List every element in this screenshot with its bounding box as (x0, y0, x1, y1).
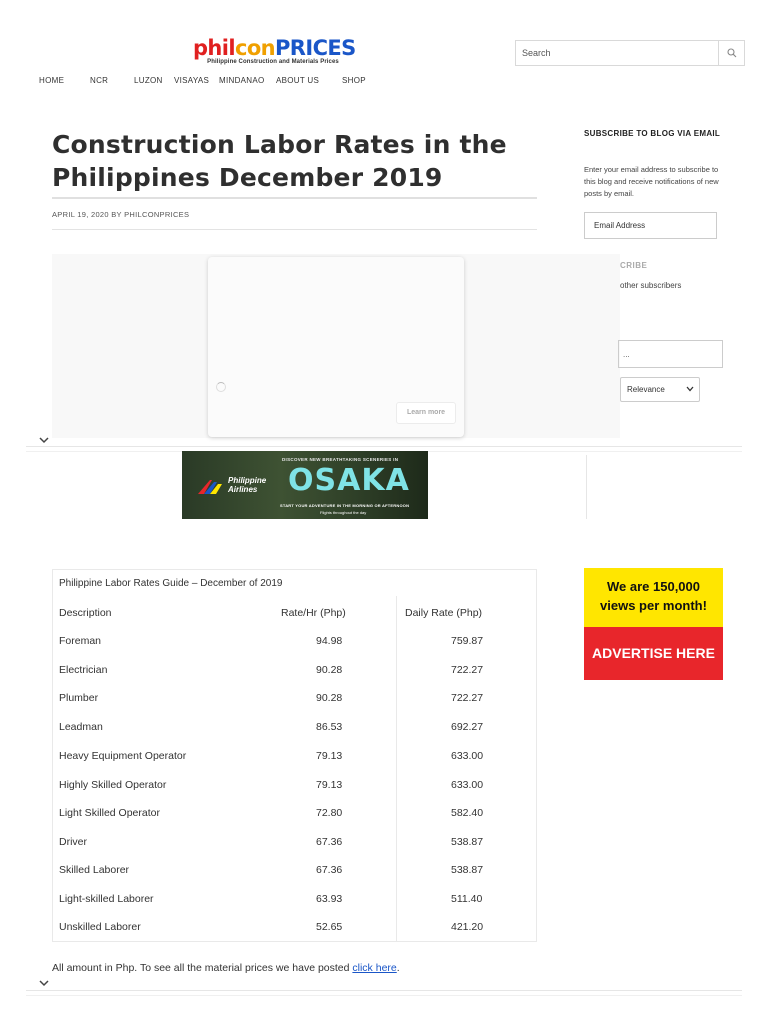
cell-rate-hr: 72.80 (316, 807, 343, 819)
banner-bottom-line-2: Flights throughout the day (320, 510, 367, 515)
cell-description: Highly Skilled Operator (59, 779, 167, 791)
logo-part-phil: phil (193, 36, 235, 60)
loading-spinner-icon (216, 382, 226, 392)
header-description: Description (59, 607, 112, 619)
sidebar-search-input[interactable]: ... (618, 340, 723, 368)
nav-item-luzon[interactable]: LUZON (134, 76, 163, 85)
cell-description: Leadman (59, 721, 103, 733)
post-meta: APRIL 19, 2020 BY PHILCONPRICES (52, 210, 190, 219)
table-row (53, 921, 536, 949)
advertise-promo[interactable] (584, 568, 723, 680)
cell-rate-hr: 63.93 (316, 893, 343, 905)
cell-rate-hr: 90.28 (316, 692, 343, 704)
banner-headline: OSAKA (288, 463, 410, 498)
cell-description: Light Skilled Operator (59, 807, 160, 819)
sidebar-divider (586, 455, 587, 519)
table-row (53, 692, 536, 720)
table-caption: Philippine Labor Rates Guide – December of 2019 (59, 578, 283, 589)
cell-description: Light-skilled Laborer (59, 893, 154, 905)
promo-line-1: We are 150,000 (607, 579, 700, 594)
title-line-2: Philippines December 2019 (52, 163, 443, 192)
bottom-band-divider-2 (26, 995, 742, 996)
table-row (53, 864, 536, 892)
cell-rate-hr: 90.28 (316, 664, 343, 676)
cell-daily-rate: 538.87 (451, 836, 484, 848)
nav-item-mindanao[interactable]: MINDANAO (219, 76, 265, 85)
title-line-1: Construction Labor Rates in the (52, 130, 507, 159)
airline-brand-line2: Airlines (228, 485, 258, 494)
cell-description: Heavy Equipment Operator (59, 750, 187, 762)
cell-description: Unskilled Laborer (59, 921, 141, 933)
cell-rate-hr: 79.13 (316, 750, 343, 762)
subscriber-count: other subscribers (620, 281, 682, 290)
chevron-down-icon[interactable] (38, 436, 50, 444)
nav-item-visayas[interactable]: VISAYAS (174, 76, 210, 85)
table-row (53, 750, 536, 778)
footnote (52, 962, 400, 974)
logo-tagline: Philippine Construction and Materials Prices (207, 59, 339, 65)
email-field[interactable]: Email Address (584, 212, 717, 239)
airline-ad-banner[interactable] (182, 451, 428, 519)
table-row (53, 779, 536, 807)
airline-brand-name (228, 476, 266, 494)
table-row (53, 664, 536, 692)
cell-daily-rate: 538.87 (451, 864, 484, 876)
table-row (53, 836, 536, 864)
cell-rate-hr: 67.36 (316, 864, 343, 876)
subscribe-title: SUBSCRIBE TO BLOG VIA EMAIL (584, 129, 721, 138)
search-input[interactable]: Search (515, 40, 719, 66)
airline-logo-icon (196, 476, 226, 496)
logo-part-con: con (234, 36, 276, 60)
page-title (52, 128, 532, 194)
cell-daily-rate: 633.00 (451, 750, 484, 762)
cell-daily-rate: 633.00 (451, 779, 484, 791)
promo-line-2: views per month! (600, 598, 707, 613)
labor-rates-table (52, 569, 537, 942)
cell-daily-rate: 759.87 (451, 635, 484, 647)
cell-description: Skilled Laborer (59, 864, 130, 876)
cell-daily-rate: 582.40 (451, 807, 484, 819)
sort-select[interactable] (620, 377, 700, 402)
subscribe-button[interactable]: CRIBE (620, 261, 648, 270)
cell-description: Plumber (59, 692, 99, 704)
footnote-text: All amount in Php. To see all the material prices we have posted (52, 962, 353, 974)
meta-divider (52, 229, 537, 230)
nav-item-home[interactable]: HOME (39, 76, 65, 85)
chevron-down-icon[interactable] (38, 979, 50, 987)
header-rate-hr: Rate/Hr (Php) (281, 607, 346, 619)
cell-rate-hr: 94.98 (316, 635, 343, 647)
header-daily-rate: Daily Rate (Php) (405, 607, 483, 619)
cell-daily-rate: 722.27 (451, 692, 484, 704)
promo-views-block (584, 568, 723, 627)
click-here-link[interactable]: click here (352, 962, 397, 974)
cell-rate-hr: 52.65 (316, 921, 343, 933)
title-divider (52, 197, 537, 199)
sort-selected-value: Relevance (627, 385, 665, 394)
search-icon (727, 48, 737, 58)
chevron-down-icon (686, 386, 694, 392)
cell-rate-hr: 67.36 (316, 836, 343, 848)
advertise-here-button[interactable]: ADVERTISE HERE (584, 627, 723, 680)
table-row (53, 721, 536, 749)
table-row (53, 807, 536, 835)
table-header-row (53, 607, 536, 635)
nav-item-about-us[interactable]: ABOUT US (276, 76, 320, 85)
cell-daily-rate: 692.27 (451, 721, 484, 733)
cell-daily-rate: 421.20 (451, 921, 484, 933)
table-row (53, 893, 536, 921)
cell-description: Foreman (59, 635, 102, 647)
footnote-end: . (396, 962, 400, 974)
nav-item-shop[interactable]: SHOP (342, 76, 366, 85)
cell-daily-rate: 722.27 (451, 664, 484, 676)
logo-part-prices: PRICES (275, 36, 356, 60)
cell-rate-hr: 79.13 (316, 779, 343, 791)
table-row (53, 635, 536, 663)
learn-more-button[interactable]: Learn more (396, 402, 456, 424)
airline-brand-line1: Philippine (228, 476, 267, 485)
banner-top-line: DISCOVER NEW BREATHTAKING SCENERIES IN (282, 457, 399, 462)
cell-rate-hr: 86.53 (316, 721, 343, 733)
bottom-band-divider (26, 990, 742, 991)
search-button[interactable] (719, 40, 745, 66)
site-logo[interactable] (193, 36, 356, 65)
cell-description: Electrician (59, 664, 108, 676)
banner-bottom-line: START YOUR ADVENTURE IN THE MORNING OR AFTERNOON (280, 503, 410, 508)
ad-band-divider (26, 446, 742, 447)
nav-item-ncr[interactable]: NCR (90, 76, 109, 85)
cell-daily-rate: 511.40 (451, 893, 483, 905)
subscribe-description: Enter your email address to subscribe to this blog and receive notifications of new posts by email. (584, 165, 719, 198)
cell-description: Driver (59, 836, 87, 848)
